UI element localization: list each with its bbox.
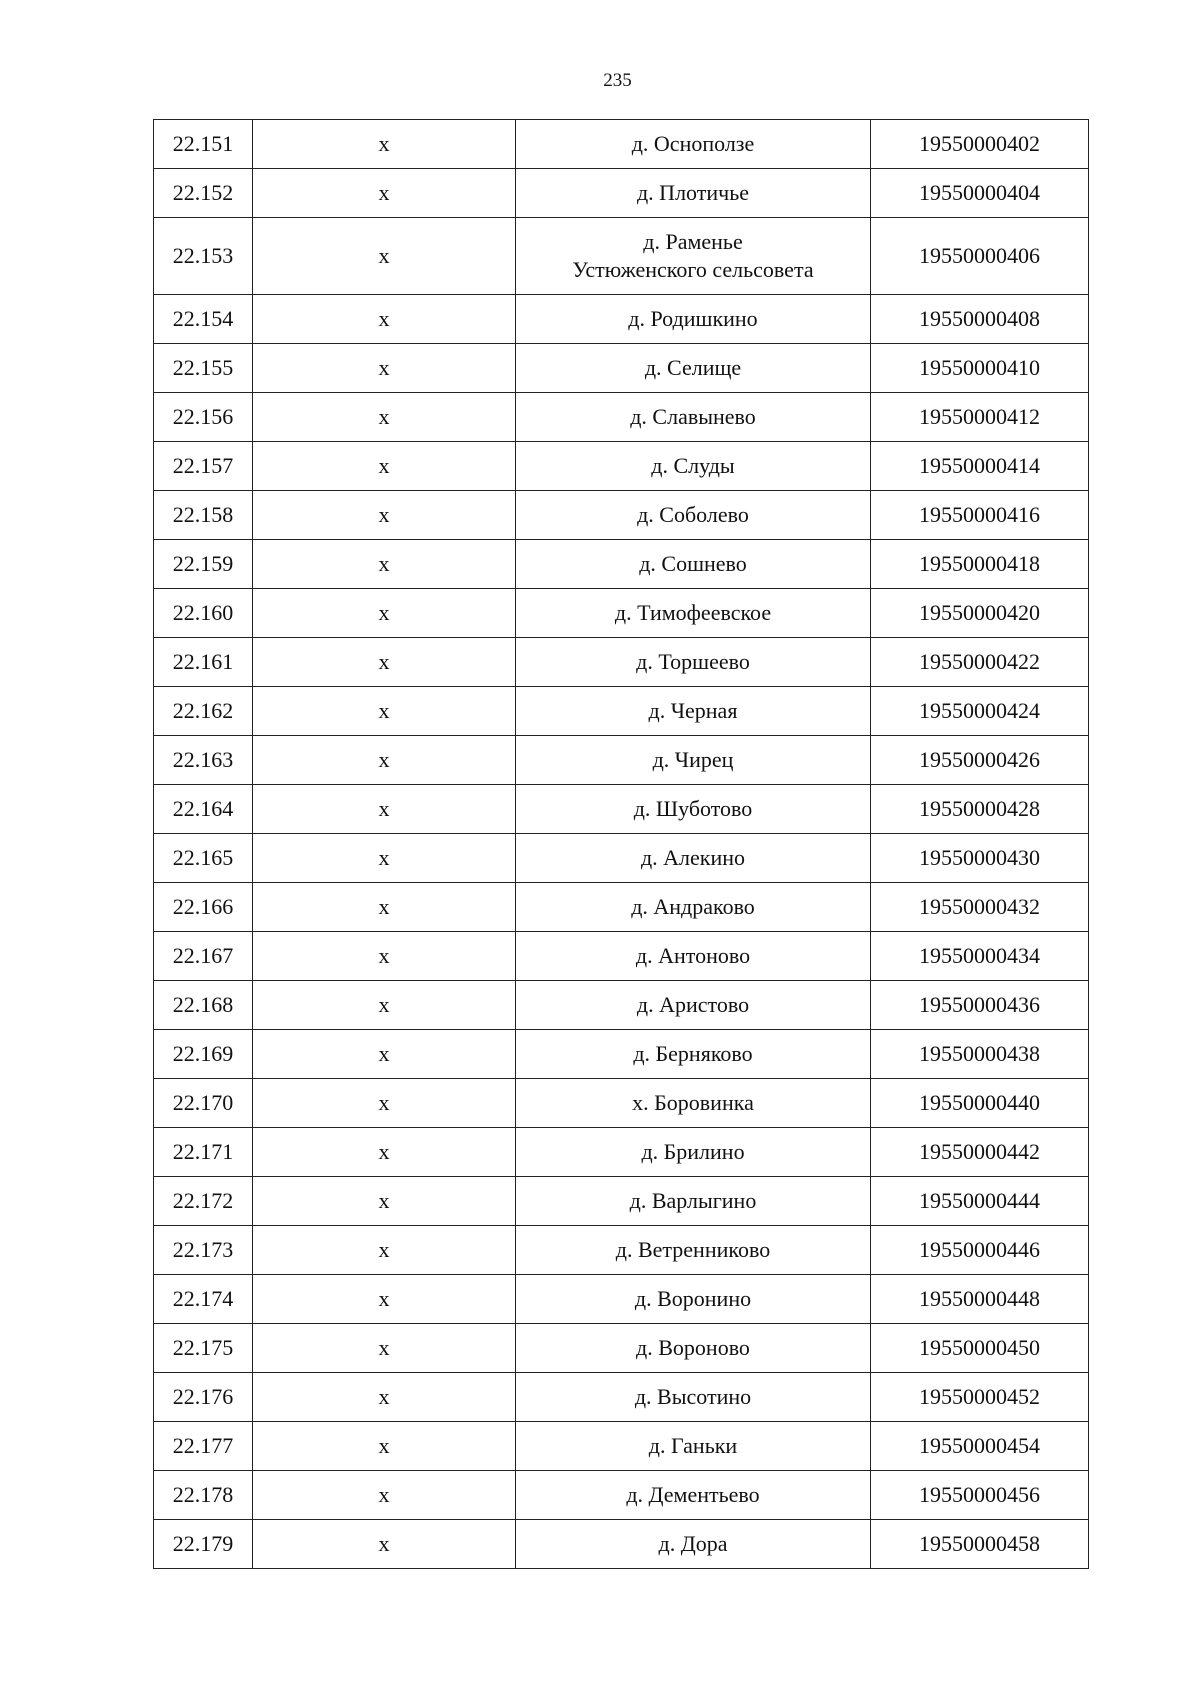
- table-row: [154, 1373, 1089, 1422]
- mark-cell: x: [253, 393, 516, 442]
- table-row: [154, 295, 1089, 344]
- code-cell: 19550000438: [871, 1030, 1089, 1079]
- code-cell: 19550000436: [871, 981, 1089, 1030]
- table-row: [154, 491, 1089, 540]
- settlement-name-line: д. Алекино: [640, 845, 746, 870]
- settlement-name-line: д. Сошнево: [639, 551, 747, 576]
- settlement-name-cell: [516, 169, 871, 218]
- mark-cell: x: [253, 638, 516, 687]
- mark-cell: x: [253, 442, 516, 491]
- mark-cell: x: [253, 1471, 516, 1520]
- table-row: [154, 1079, 1089, 1128]
- table-row: [154, 169, 1089, 218]
- table-row: [154, 1275, 1089, 1324]
- settlement-name-cell: [516, 1079, 871, 1128]
- settlement-name-line: д. Берняково: [633, 1041, 753, 1066]
- settlement-name-cell: [516, 834, 871, 883]
- settlement-name-cell: [516, 736, 871, 785]
- row-number-cell: 22.151: [154, 120, 253, 169]
- code-cell: 19550000440: [871, 1079, 1089, 1128]
- settlement-name-line: д. Ветренниково: [615, 1237, 771, 1262]
- mark-cell: x: [253, 1324, 516, 1373]
- mark-cell: x: [253, 981, 516, 1030]
- settlement-name-line: д. Дементьево: [626, 1482, 760, 1507]
- row-number-cell: 22.174: [154, 1275, 253, 1324]
- settlement-name-line: д. Родишкино: [628, 306, 758, 331]
- mark-cell: x: [253, 120, 516, 169]
- table-row: [154, 393, 1089, 442]
- table-row: [154, 589, 1089, 638]
- settlement-name-cell: [516, 1471, 871, 1520]
- code-cell: 19550000408: [871, 295, 1089, 344]
- settlement-name-line: д. Аристово: [636, 992, 750, 1017]
- settlement-name-cell: [516, 442, 871, 491]
- code-cell: 19550000410: [871, 344, 1089, 393]
- row-number-cell: 22.176: [154, 1373, 253, 1422]
- settlement-name-cell: [516, 1422, 871, 1471]
- row-number-cell: 22.177: [154, 1422, 253, 1471]
- code-cell: 19550000404: [871, 169, 1089, 218]
- code-cell: 19550000446: [871, 1226, 1089, 1275]
- settlement-name-line: д. Высотино: [634, 1384, 752, 1409]
- code-cell: 19550000416: [871, 491, 1089, 540]
- code-cell: 19550000454: [871, 1422, 1089, 1471]
- mark-cell: x: [253, 295, 516, 344]
- row-number-cell: 22.158: [154, 491, 253, 540]
- mark-cell: x: [253, 218, 516, 295]
- row-number-cell: 22.163: [154, 736, 253, 785]
- settlement-name-cell: [516, 393, 871, 442]
- settlement-name-cell: [516, 932, 871, 981]
- mark-cell: x: [253, 1373, 516, 1422]
- settlement-name-line: д. Селище: [644, 355, 742, 380]
- settlement-name-cell: [516, 1520, 871, 1569]
- table-row: [154, 1226, 1089, 1275]
- table-row: [154, 218, 1089, 295]
- settlement-name-line: д. Торшеево: [636, 649, 750, 674]
- code-cell: 19550000448: [871, 1275, 1089, 1324]
- table-row: [154, 638, 1089, 687]
- row-number-cell: 22.157: [154, 442, 253, 491]
- settlement-name-cell: [516, 491, 871, 540]
- mark-cell: x: [253, 932, 516, 981]
- settlement-name-cell: [516, 1128, 871, 1177]
- settlement-name-cell: [516, 1373, 871, 1422]
- code-cell: 19550000414: [871, 442, 1089, 491]
- code-cell: 19550000444: [871, 1177, 1089, 1226]
- settlement-name-line: д. Варлыгино: [629, 1188, 757, 1213]
- code-cell: 19550000430: [871, 834, 1089, 883]
- row-number-cell: 22.155: [154, 344, 253, 393]
- mark-cell: x: [253, 1030, 516, 1079]
- settlement-name-line: д. Ганьки: [648, 1433, 738, 1458]
- row-number-cell: 22.152: [154, 169, 253, 218]
- row-number-cell: 22.169: [154, 1030, 253, 1079]
- settlement-name-cell: [516, 1030, 871, 1079]
- settlement-name-line: д. Андраково: [631, 894, 755, 919]
- mark-cell: x: [253, 1128, 516, 1177]
- table-row: [154, 834, 1089, 883]
- mark-cell: x: [253, 1520, 516, 1569]
- code-cell: 19550000434: [871, 932, 1089, 981]
- settlement-name-line: д. Тимофеевское: [614, 600, 772, 625]
- mark-cell: x: [253, 1422, 516, 1471]
- settlement-name-cell: [516, 638, 871, 687]
- table-row: [154, 344, 1089, 393]
- code-cell: 19550000406: [871, 218, 1089, 295]
- code-cell: 19550000432: [871, 883, 1089, 932]
- settlement-name-cell: [516, 1275, 871, 1324]
- settlement-name-cell: [516, 540, 871, 589]
- mark-cell: x: [253, 589, 516, 638]
- settlement-name-cell: [516, 295, 871, 344]
- row-number-cell: 22.168: [154, 981, 253, 1030]
- row-number-cell: 22.171: [154, 1128, 253, 1177]
- code-cell: 19550000422: [871, 638, 1089, 687]
- code-cell: 19550000456: [871, 1471, 1089, 1520]
- settlement-name-line: д. Черная: [648, 698, 738, 723]
- settlement-name-cell: [516, 589, 871, 638]
- row-number-cell: 22.179: [154, 1520, 253, 1569]
- mark-cell: x: [253, 687, 516, 736]
- row-number-cell: 22.161: [154, 638, 253, 687]
- table-row: [154, 932, 1089, 981]
- row-number-cell: 22.175: [154, 1324, 253, 1373]
- settlement-name-line: д. Плотичье: [636, 180, 750, 205]
- row-number-cell: 22.172: [154, 1177, 253, 1226]
- row-number-cell: 22.154: [154, 295, 253, 344]
- code-cell: 19550000424: [871, 687, 1089, 736]
- table-row: [154, 687, 1089, 736]
- settlement-name-cell: [516, 1226, 871, 1275]
- code-cell: 19550000450: [871, 1324, 1089, 1373]
- row-number-cell: 22.164: [154, 785, 253, 834]
- table-row: [154, 1177, 1089, 1226]
- code-cell: 19550000452: [871, 1373, 1089, 1422]
- mark-cell: x: [253, 1275, 516, 1324]
- settlement-name-cell: [516, 687, 871, 736]
- code-cell: 19550000418: [871, 540, 1089, 589]
- mark-cell: x: [253, 1079, 516, 1128]
- settlement-name-cell: [516, 120, 871, 169]
- mark-cell: x: [253, 491, 516, 540]
- settlement-name-cell: [516, 981, 871, 1030]
- code-cell: 19550000458: [871, 1520, 1089, 1569]
- table-row: [154, 883, 1089, 932]
- mark-cell: x: [253, 344, 516, 393]
- table-row: [154, 540, 1089, 589]
- settlement-name-line: д. Брилино: [641, 1139, 745, 1164]
- row-number-cell: 22.160: [154, 589, 253, 638]
- code-cell: 19550000420: [871, 589, 1089, 638]
- settlement-name-line: д. Раменье: [643, 229, 743, 254]
- row-number-cell: 22.156: [154, 393, 253, 442]
- mark-cell: x: [253, 736, 516, 785]
- row-number-cell: 22.178: [154, 1471, 253, 1520]
- table-row: [154, 1128, 1089, 1177]
- code-cell: 19550000442: [871, 1128, 1089, 1177]
- settlement-name-line: д. Шуботово: [633, 796, 753, 821]
- mark-cell: x: [253, 169, 516, 218]
- row-number-cell: 22.173: [154, 1226, 253, 1275]
- settlement-name-line: д. Воронино: [634, 1286, 752, 1311]
- table-row: [154, 785, 1089, 834]
- mark-cell: x: [253, 540, 516, 589]
- settlement-name-line: д. Антоново: [635, 943, 751, 968]
- row-number-cell: 22.165: [154, 834, 253, 883]
- table-row: [154, 1520, 1089, 1569]
- mark-cell: x: [253, 1226, 516, 1275]
- table-row: [154, 442, 1089, 491]
- code-cell: 19550000426: [871, 736, 1089, 785]
- settlement-name-line: д. Чирец: [652, 747, 734, 772]
- settlement-name-line: д. Дора: [658, 1531, 728, 1556]
- settlement-name-cell: [516, 344, 871, 393]
- settlement-name-line: д. Славынево: [630, 404, 756, 429]
- table-body: [154, 120, 1089, 1569]
- settlement-name-cell: [516, 218, 871, 295]
- settlement-name-cell: [516, 883, 871, 932]
- settlements-table: [153, 119, 1089, 1569]
- settlement-name-line: х. Боровинка: [632, 1090, 754, 1115]
- settlement-name-line: Устюженского сельсовета: [572, 257, 814, 282]
- table-row: [154, 736, 1089, 785]
- code-cell: 19550000412: [871, 393, 1089, 442]
- table-row: [154, 120, 1089, 169]
- table-row: [154, 1030, 1089, 1079]
- settlement-name-line: д. Вороново: [636, 1335, 750, 1360]
- row-number-cell: 22.167: [154, 932, 253, 981]
- table-row: [154, 1324, 1089, 1373]
- settlement-name-cell: [516, 1324, 871, 1373]
- mark-cell: x: [253, 1177, 516, 1226]
- settlement-name-cell: [516, 785, 871, 834]
- row-number-cell: 22.159: [154, 540, 253, 589]
- mark-cell: x: [253, 834, 516, 883]
- row-number-cell: 22.162: [154, 687, 253, 736]
- settlement-name-cell: [516, 1177, 871, 1226]
- page-number: 235: [603, 70, 632, 91]
- mark-cell: x: [253, 785, 516, 834]
- settlement-name-line: д. Слуды: [651, 453, 735, 478]
- table-row: [154, 1422, 1089, 1471]
- settlement-name-line: д. Осноползе: [631, 131, 755, 156]
- row-number-cell: 22.153: [154, 218, 253, 295]
- table-row: [154, 1471, 1089, 1520]
- settlement-name-line: д. Соболево: [637, 502, 749, 527]
- table-row: [154, 981, 1089, 1030]
- code-cell: 19550000402: [871, 120, 1089, 169]
- row-number-cell: 22.170: [154, 1079, 253, 1128]
- row-number-cell: 22.166: [154, 883, 253, 932]
- code-cell: 19550000428: [871, 785, 1089, 834]
- mark-cell: x: [253, 883, 516, 932]
